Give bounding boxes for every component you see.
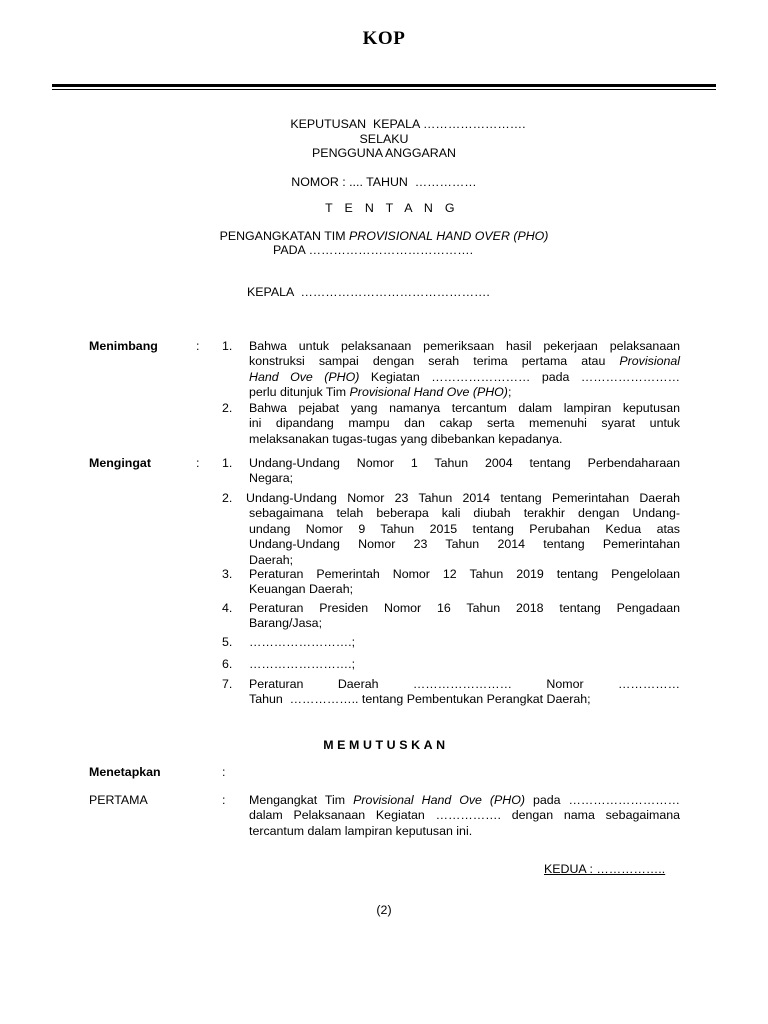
text-line: Barang/Jasa; bbox=[249, 616, 323, 631]
text-line: Undang-Undang Nomor 23 Tahun 2014 tentang Pemerintahan bbox=[249, 537, 680, 552]
menimbang-item-2 bbox=[249, 401, 680, 447]
text-span: Mengangkat Tim bbox=[249, 793, 354, 807]
mengingat-item-6: …………………….; bbox=[249, 657, 356, 671]
kop-heading: KOP bbox=[362, 28, 406, 49]
tentang-heading: T E N T A N G bbox=[325, 201, 459, 215]
text-line: Bahwa untuk pelaksanaan pemeriksaan hasil pekerjaan pelaksanaan bbox=[249, 339, 680, 353]
kepala-line: KEPALA ………………………………………. bbox=[247, 285, 490, 299]
text-line: sebagaimana telah beberapa kali diubah terakhir dengan Undang- bbox=[249, 506, 680, 521]
text-line: tercantum dalam lampiran keputusan ini. bbox=[249, 823, 473, 838]
subject-line-2: PADA …………………………………. bbox=[273, 243, 474, 257]
text-line bbox=[249, 354, 680, 369]
text-line: Bahwa pejabat yang namanya tercantum dalam lampiran keputusan bbox=[249, 401, 680, 415]
text-line: Undang-Undang Nomor 23 Tahun 2014 tentang Pemerintahan Daerah bbox=[246, 491, 680, 505]
nomor-line: NOMOR : .... TAHUN …………… bbox=[291, 175, 477, 189]
text-line bbox=[249, 385, 680, 400]
text-line: undang Nomor 9 Tahun 2015 tentang Perubahan Kedua atas bbox=[249, 521, 680, 536]
subject-italic: PROVISIONAL HAND OVER (PHO) bbox=[349, 229, 549, 243]
menimbang-colon: : bbox=[196, 339, 200, 353]
text-line bbox=[249, 793, 680, 808]
text-span: pada ……………………… bbox=[525, 793, 680, 807]
menimbang-item-1 bbox=[249, 339, 680, 401]
kedua-continuation: KEDUA : …………….. bbox=[544, 862, 666, 876]
text-line: dalam Pelaksanaan Kegiatan ……………. dengan nama sebagaimana bbox=[249, 808, 680, 823]
pertama-text bbox=[249, 793, 680, 839]
text-span: konstruksi sampai dengan serah terima pertama atau bbox=[249, 354, 620, 369]
text-line: Undang-Undang Nomor 1 Tahun 2004 tentang Perbendaharaan bbox=[249, 456, 680, 470]
text-line bbox=[249, 370, 680, 385]
text-italic: Provisional Hand Ove (PHO) bbox=[349, 385, 508, 400]
mengingat-item-2-number: 2. bbox=[222, 491, 233, 505]
text-span: ; bbox=[507, 385, 512, 400]
memutuskan-heading: MEMUTUSKAN bbox=[323, 738, 449, 752]
text-line: Peraturan Pemerintah Nomor 12 Tahun 2019 tentang Pengelolaan bbox=[249, 567, 680, 581]
page-number: (2) bbox=[376, 903, 392, 917]
text-italic: Hand Ove (PHO) bbox=[249, 369, 360, 384]
title-line-2: SELAKU bbox=[359, 132, 409, 146]
menimbang-item-1-number: 1. bbox=[222, 339, 233, 353]
text-span: Kegiatan …………………… pada …………………… bbox=[359, 369, 680, 384]
mengingat-item-1-number: 1. bbox=[222, 456, 233, 470]
title-line-1: KEPUTUSAN KEPALA ……………………. bbox=[290, 117, 526, 131]
text-line: Negara; bbox=[249, 471, 294, 486]
mengingat-item-5: …………………….; bbox=[249, 635, 356, 649]
text-line: Keuangan Daerah; bbox=[249, 582, 354, 597]
text-line: ini dipandang mampu dan cakap serta memenuhi syarat untuk bbox=[249, 416, 680, 431]
text-line: Daerah; bbox=[249, 552, 294, 567]
mengingat-item-3 bbox=[249, 567, 680, 598]
text-line: melaksanakan tugas-tugas yang dibebankan kepadanya. bbox=[249, 431, 563, 446]
subject-prefix: PENGANGKATAN TIM bbox=[219, 229, 349, 243]
mengingat-item-4-number: 4. bbox=[222, 601, 233, 615]
mengingat-item-3-number: 3. bbox=[222, 567, 233, 581]
header-rule-thick bbox=[52, 84, 716, 87]
mengingat-item-2 bbox=[246, 491, 680, 568]
menetapkan-colon: : bbox=[222, 765, 226, 779]
text-italic: Provisional bbox=[619, 354, 680, 369]
pertama-label: PERTAMA bbox=[89, 793, 148, 807]
text-span: perlu ditunjuk Tim bbox=[249, 385, 350, 400]
text-line: Peraturan Presiden Nomor 16 Tahun 2018 tentang Pengadaan bbox=[249, 601, 680, 615]
mengingat-colon: : bbox=[196, 456, 200, 470]
mengingat-item-4 bbox=[249, 601, 680, 632]
pertama-colon: : bbox=[222, 793, 226, 807]
menimbang-item-2-number: 2. bbox=[222, 401, 233, 415]
mengingat-label: Mengingat bbox=[89, 456, 151, 470]
header-rule-thin bbox=[52, 89, 716, 90]
mengingat-item-1 bbox=[249, 456, 680, 487]
mengingat-item-7-number: 7. bbox=[222, 677, 233, 691]
mengingat-item-7 bbox=[249, 677, 680, 708]
text-line: Tahun …………….. tentang Pembentukan Perangkat Daerah; bbox=[249, 692, 591, 707]
menimbang-label: Menimbang bbox=[89, 339, 158, 353]
title-line-3: PENGGUNA ANGGARAN bbox=[312, 146, 456, 160]
text-line: Peraturan Daerah …………………… Nomor …………… bbox=[249, 677, 680, 691]
mengingat-item-5-number: 5. bbox=[222, 635, 233, 649]
text-italic: Provisional Hand Ove (PHO) bbox=[353, 793, 525, 807]
mengingat-item-6-number: 6. bbox=[222, 657, 233, 671]
subject-line-1 bbox=[0, 229, 768, 243]
menetapkan-label: Menetapkan bbox=[89, 765, 161, 779]
